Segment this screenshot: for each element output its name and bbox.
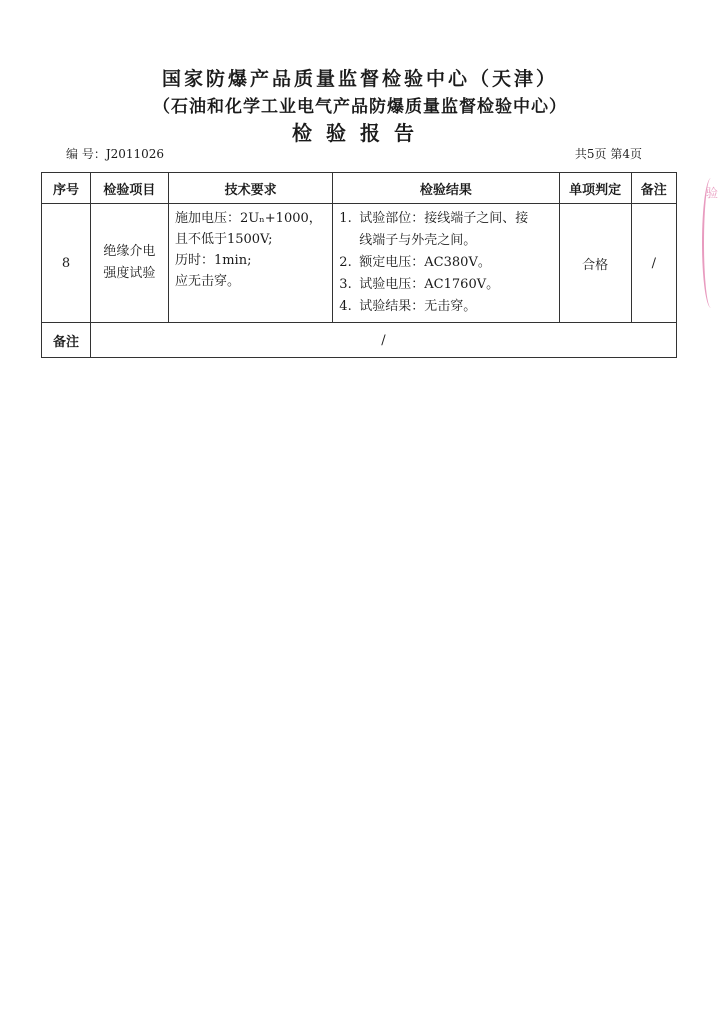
report-title: 检验报告 bbox=[292, 121, 428, 145]
result-item bbox=[339, 208, 552, 230]
result-item bbox=[339, 274, 552, 296]
requirement-line: 历时：1min; bbox=[174, 253, 252, 268]
row-item-line2: 强度试验 bbox=[103, 266, 156, 281]
row-serial: 8 bbox=[42, 204, 91, 323]
report-number: 编 号：J2011026 bbox=[66, 147, 165, 161]
result-item bbox=[339, 296, 552, 318]
result-text: 试验电压：AC1760V。 bbox=[359, 277, 500, 292]
result-item bbox=[339, 252, 552, 274]
result-continuation: 线端子与外壳之间。 bbox=[359, 233, 477, 248]
row-result bbox=[333, 204, 559, 323]
result-number: 4. bbox=[339, 299, 352, 314]
page-info: 共5页 第4页 bbox=[574, 147, 642, 161]
row-item bbox=[90, 204, 168, 323]
requirement-line: 施加电压：2Uₙ+1000， bbox=[174, 211, 322, 226]
remarks-label: 备注 bbox=[42, 323, 91, 358]
header-serial: 序号 bbox=[42, 173, 91, 204]
header-judgement: 单项判定 bbox=[559, 173, 631, 204]
requirement-line: 应无击穿。 bbox=[174, 274, 240, 289]
inspection-table bbox=[41, 172, 677, 358]
header-result: 检验结果 bbox=[333, 173, 559, 204]
table-row bbox=[42, 204, 677, 323]
row-judgement: 合格 bbox=[559, 204, 631, 323]
result-number: 1. bbox=[339, 211, 352, 226]
requirement-line: 且不低于1500V; bbox=[174, 232, 273, 247]
remarks-row bbox=[42, 323, 677, 358]
remarks-value: / bbox=[90, 323, 676, 358]
header-note: 备注 bbox=[631, 173, 676, 204]
row-requirement bbox=[168, 204, 332, 323]
header-item: 检验项目 bbox=[90, 173, 168, 204]
row-note: / bbox=[631, 204, 676, 323]
result-number: 2. bbox=[339, 255, 352, 270]
result-number: 3. bbox=[339, 277, 352, 292]
report-title-main: 国家防爆产品质量监督检验中心（天津） bbox=[161, 68, 558, 90]
result-text: 试验部位：接线端子之间、接 bbox=[359, 211, 529, 226]
result-text: 试验结果：无击穿。 bbox=[359, 299, 477, 314]
result-text: 额定电压：AC380V。 bbox=[359, 255, 491, 270]
report-title-sub: （石油和化学工业电气产品防爆质量监督检验中心） bbox=[153, 97, 567, 117]
row-item-line1: 绝缘介电 bbox=[103, 244, 156, 259]
seal-stamp bbox=[702, 178, 720, 308]
header-requirement: 技术要求 bbox=[168, 173, 332, 204]
stamp-text: 验 bbox=[705, 186, 718, 200]
table-header-row bbox=[42, 173, 677, 204]
